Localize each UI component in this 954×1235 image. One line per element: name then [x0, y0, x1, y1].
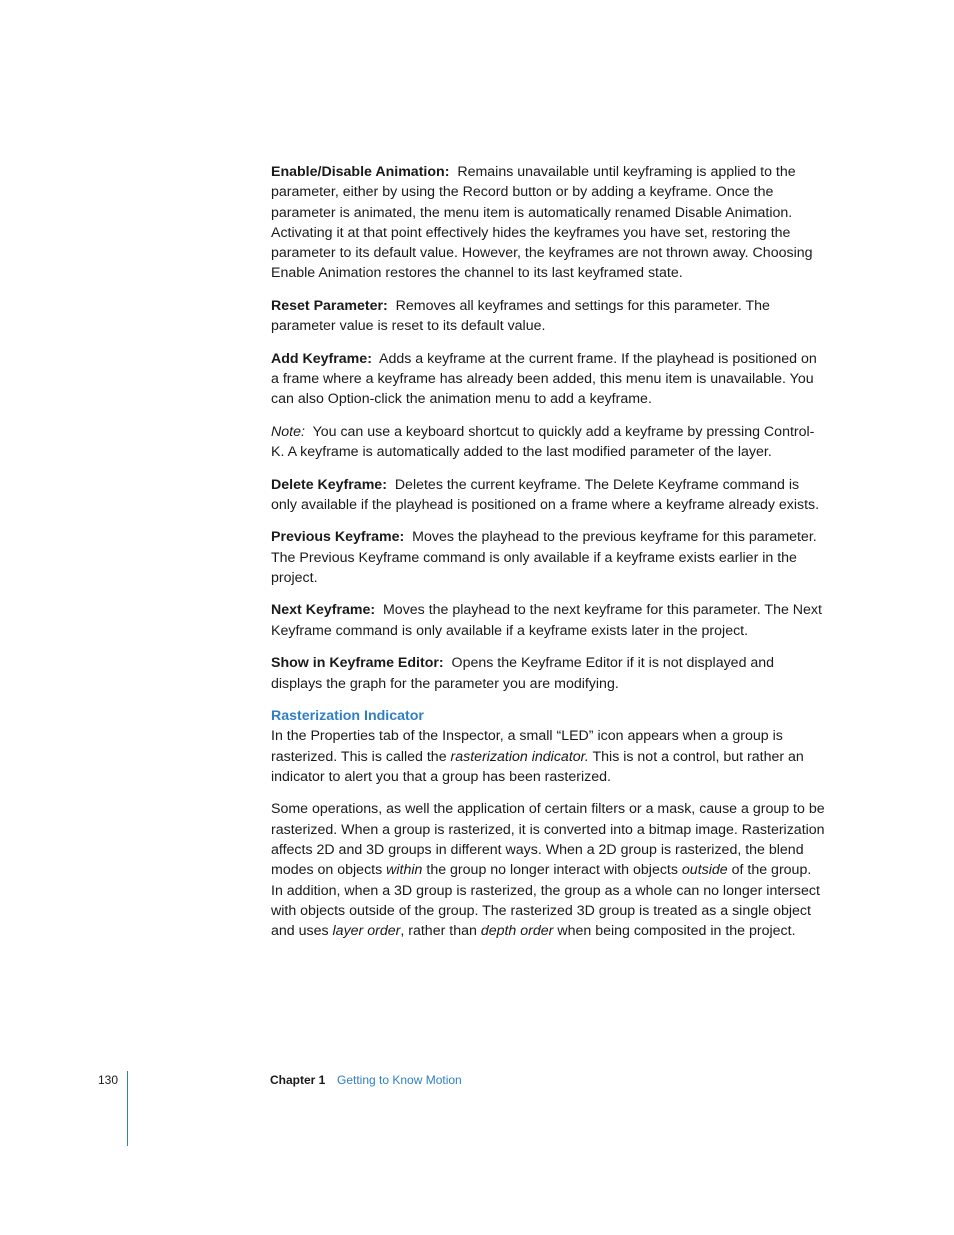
definition-reset-parameter — [271, 296, 827, 337]
definition-text: Moves the playhead to the next keyframe for this parameter. The Next Keyframe command is only available if a keyframe exists later in the project. — [271, 602, 822, 639]
definition-text: Opens the Keyframe Editor if it is not displayed and displays the graph for the parameter you are modifying. — [271, 655, 775, 692]
definition-show-in-keyframe-editor — [271, 653, 827, 694]
text-run: the group no longer interact with objects — [422, 862, 682, 879]
term-label: Delete Keyframe: — [271, 476, 387, 493]
footer-chapter-title-link[interactable]: Getting to Know Motion — [337, 1073, 462, 1087]
emphasis-text: within — [386, 862, 423, 879]
page-number: 130 — [98, 1073, 119, 1087]
term-label: Reset Parameter: — [271, 297, 388, 314]
definition-text: Moves the playhead to the previous keyframe for this parameter. The Previous Keyframe command is only available if a keyframe exists earlier in the project. — [271, 529, 817, 586]
term-label: Show in Keyframe Editor: — [271, 655, 444, 672]
page-body — [271, 162, 827, 954]
text-run: Some operations, as well the application of certain filters or a mask, cause a group to be rasterized. When a group is rasterized, it is converted into a bitmap image. Rasterization affects 2D and 3D groups in different ways. When a 2D group is rasterized, the blend modes on objects — [271, 801, 825, 879]
section-paragraph-2 — [271, 799, 827, 941]
text-run: of the group. In addition, when a 3D group is rasterized, the group as a whole can no longer intersect with objects outside of the group. The rasterized 3D group is treated as a single object and uses — [271, 862, 820, 940]
emphasis-text: layer order — [332, 923, 401, 940]
definition-text: Deletes the current keyframe. The Delete Keyframe command is only available if the playhead is positioned on a frame where a keyframe already exists. — [271, 476, 820, 513]
note-paragraph — [271, 422, 827, 463]
definition-text: Remains unavailable until keyframing is applied to the parameter, either by using the Record button or by adding a keyframe. Once the parameter is animated, the menu item is automatically renamed Disable Animation. Activating it at that point effectively hides the keyframes you have set, restoring the parameter to its default value. However, the keyframes are not thrown away. Choosing Enable Animation restores the channel to its last keyframed state. — [271, 164, 813, 282]
footer-divider — [127, 1071, 128, 1146]
section-paragraph-1 — [271, 726, 827, 787]
note-text: You can use a keyboard shortcut to quickly add a keyframe by pressing Control-K. A keyframe is automatically added to the last modified parameter of the layer. — [271, 423, 815, 461]
emphasis-text: depth order — [480, 923, 554, 940]
text-run: In the Properties tab of the Inspector, a small “LED” icon appears when a group is rasterized. This is called the — [271, 728, 783, 765]
term-label: Next Keyframe: — [271, 602, 376, 619]
definition-add-keyframe — [271, 349, 827, 410]
definition-previous-keyframe — [271, 527, 827, 588]
definition-next-keyframe — [271, 600, 827, 641]
term-label: Enable/Disable Animation: — [271, 164, 450, 180]
footer-chapter-label: Chapter 1 — [270, 1073, 326, 1087]
definition-text: Removes all keyframes and settings for this parameter. The parameter value is reset to its default value. — [271, 297, 770, 335]
note-label: Note: — [271, 423, 305, 440]
term-label: Add Keyframe: — [271, 350, 372, 367]
section-heading: Rasterization Indicator — [271, 708, 424, 725]
text-run: , rather than — [400, 923, 481, 940]
term-label: Previous Keyframe: — [271, 529, 405, 546]
definition-delete-keyframe — [271, 475, 827, 516]
text-run: when being composited in the project. — [553, 923, 796, 940]
emphasis-text: rasterization indicator. — [450, 748, 589, 765]
text-run: This is not a control, but rather an indicator to alert you that a group has been rasterized. — [271, 748, 804, 785]
definition-text: Adds a keyframe at the current frame. If the playhead is positioned on a frame where a keyframe has already been added, this menu item is unavailable. You can also Option-click the animation menu to add a keyframe. — [271, 350, 817, 408]
definition-enable-disable-animation — [271, 162, 827, 284]
emphasis-text: outside — [681, 862, 728, 879]
